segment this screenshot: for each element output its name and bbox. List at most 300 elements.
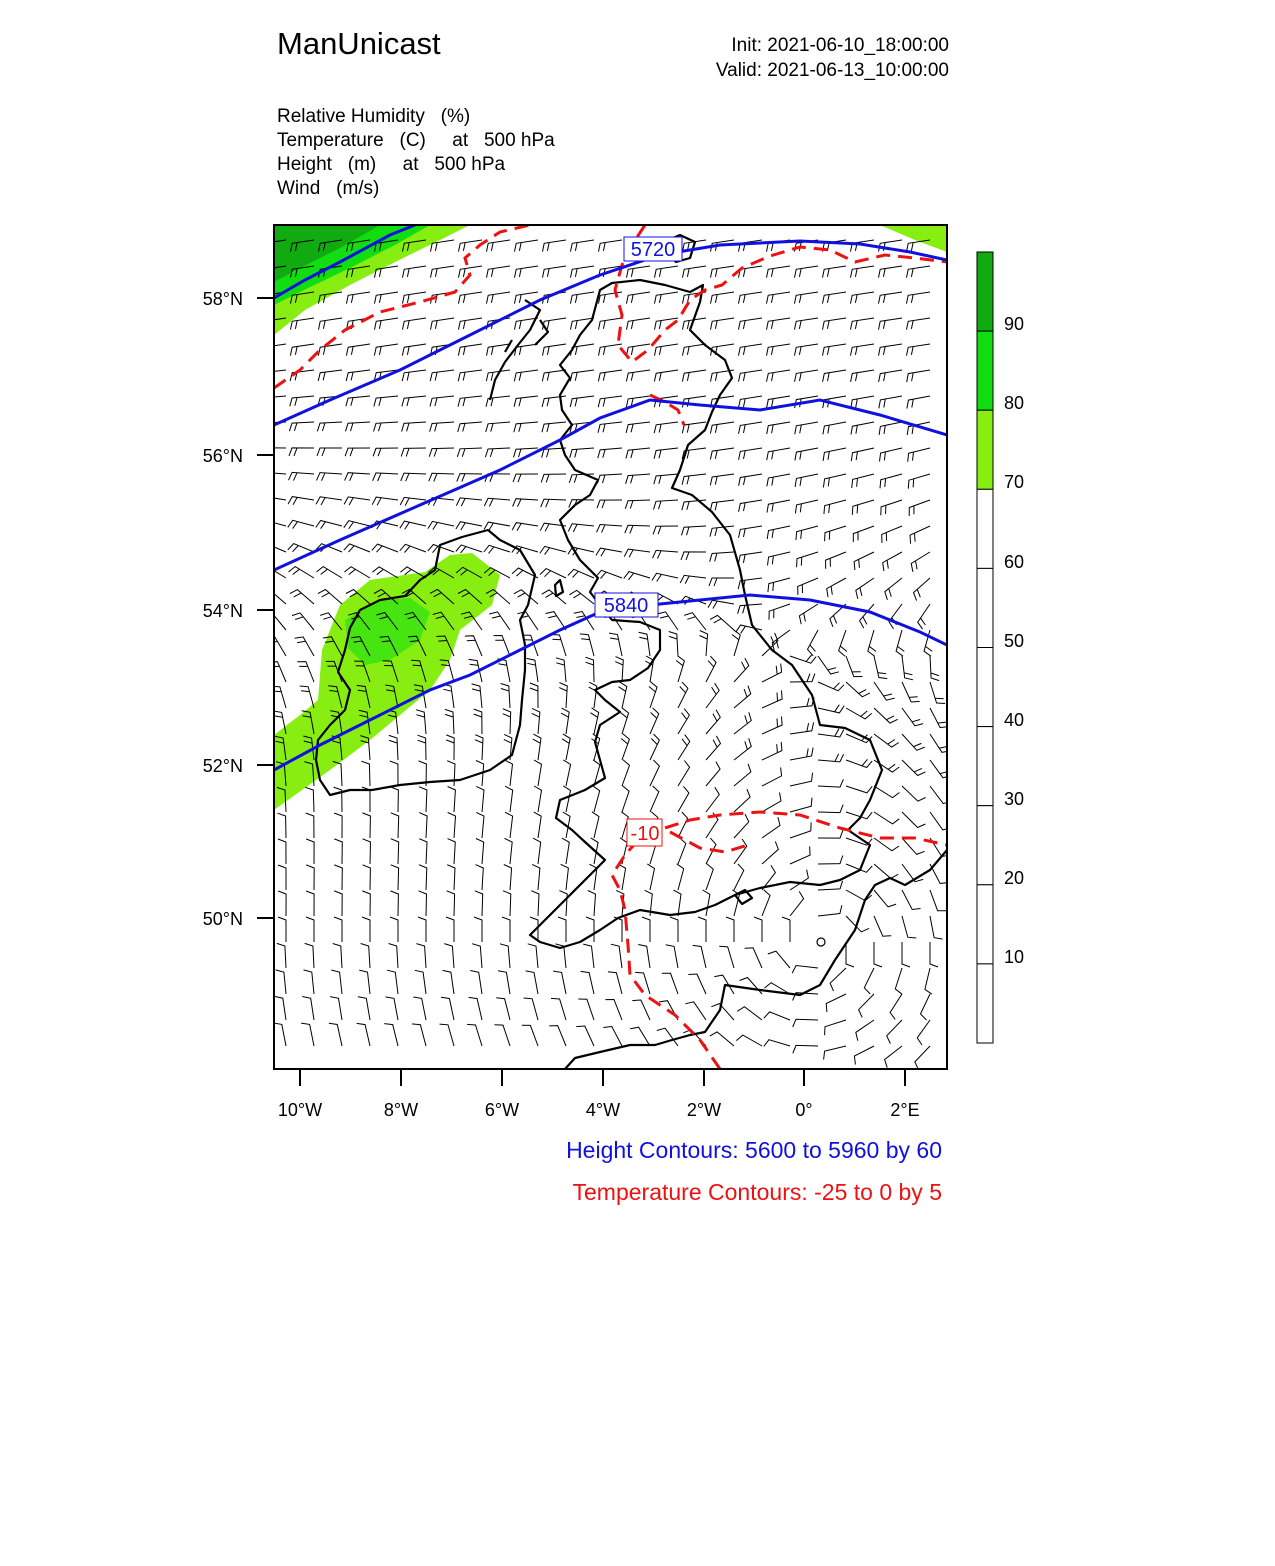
wind-barb — [676, 656, 684, 682]
wind-barb — [823, 344, 847, 356]
wind-barb — [768, 578, 790, 592]
wind-barb — [734, 814, 749, 838]
wind-barb — [827, 578, 846, 597]
wind-barb — [581, 971, 594, 994]
wind-barb — [736, 1035, 762, 1046]
chart-title: ManUnicast — [277, 26, 441, 61]
colorbar-label-50: 50 — [1004, 631, 1025, 651]
wind-barb — [764, 1012, 790, 1020]
wind-barb — [596, 570, 622, 578]
wind-barb — [677, 864, 684, 890]
wind-barb — [846, 942, 854, 967]
wind-barb — [458, 370, 482, 381]
height-label-5840: 5840 — [603, 595, 649, 617]
wind-barb — [593, 786, 600, 812]
wind-barb — [456, 545, 482, 553]
wind-barb — [823, 448, 846, 461]
wind-barb — [278, 813, 287, 838]
wind-barb — [362, 917, 370, 942]
wind-barb — [476, 839, 484, 865]
wind-barb — [911, 552, 930, 572]
wind-barb — [915, 1046, 930, 1070]
wind-barb — [334, 787, 342, 812]
wind-barb — [650, 708, 659, 734]
wind-barb — [708, 600, 734, 608]
wind-barb — [563, 760, 570, 786]
wind-barb — [305, 787, 314, 812]
colorbar-label-60: 60 — [1004, 552, 1025, 572]
wind-barb — [856, 578, 874, 599]
wind-barb — [710, 474, 734, 485]
init-time: Init: 2021-06-10_18:00:00 — [731, 35, 949, 56]
wind-barb — [615, 657, 623, 682]
wind-barb — [291, 318, 315, 330]
wind-barb — [909, 500, 930, 516]
wind-barb — [654, 422, 678, 433]
wind-barb — [431, 318, 455, 330]
wind-barb — [930, 656, 939, 681]
wind-barb — [768, 951, 790, 968]
wind-barb — [329, 1023, 342, 1046]
wind-barb — [290, 396, 314, 406]
wind-barb — [839, 630, 847, 656]
wind-barb — [430, 396, 454, 407]
wind-barb — [476, 812, 484, 838]
wind-barb — [304, 970, 315, 994]
wind-barb — [902, 890, 921, 910]
wind-barb — [429, 448, 454, 457]
wind-barb — [902, 838, 925, 854]
wind-barb — [647, 864, 654, 890]
wind-barb — [790, 722, 814, 734]
wind-barb — [767, 474, 790, 486]
wind-barb — [825, 526, 846, 541]
wind-barb — [737, 1007, 762, 1020]
wind-barb — [824, 1046, 846, 1060]
wind-barb — [795, 422, 818, 434]
wind-barb — [459, 292, 483, 304]
wind-barb — [588, 891, 596, 917]
wind-barb — [732, 630, 740, 656]
wind-barb — [504, 865, 512, 891]
wind-barb — [930, 708, 949, 728]
wind-barb — [512, 523, 538, 531]
wind-barb — [361, 944, 370, 969]
wind-barb — [470, 971, 482, 995]
wind-barb — [391, 787, 399, 812]
wind-barb — [624, 549, 650, 557]
wind-barb — [853, 526, 874, 542]
wind-barb — [767, 448, 790, 460]
wind-barb — [475, 891, 483, 916]
wind-barb — [767, 318, 791, 330]
wind-barb — [472, 944, 482, 968]
wind-barb — [851, 396, 874, 408]
lon-label-4w: 4°W — [585, 1100, 621, 1120]
wind-barb — [288, 520, 314, 528]
field-rh-label: Relative Humidity (%) — [277, 106, 471, 127]
wind-barb — [402, 344, 426, 356]
wind-barb — [657, 612, 678, 630]
wind-barb — [458, 396, 482, 407]
wind-barb — [530, 683, 538, 708]
wind-barb — [846, 759, 872, 767]
wind-barb — [372, 567, 398, 578]
wind-barb — [930, 760, 951, 778]
wind-barb — [260, 544, 286, 553]
wind-barb — [907, 318, 931, 330]
wind-barb — [431, 266, 455, 278]
wind-barb — [276, 970, 286, 994]
wind-barb — [681, 552, 706, 560]
wind-barb — [930, 916, 943, 939]
wind-barb — [598, 422, 622, 433]
wind-barb — [290, 344, 314, 356]
wind-barb — [706, 656, 716, 682]
lon-label-0: 0° — [795, 1100, 813, 1120]
wind-barb — [883, 552, 902, 571]
wind-barb — [851, 318, 875, 330]
wind-barb — [739, 526, 763, 538]
wind-barb — [494, 636, 511, 657]
wind-barb — [921, 994, 931, 1020]
wind-barb — [902, 708, 923, 726]
wind-barb — [330, 997, 342, 1020]
wind-barb — [374, 422, 399, 432]
wind-barb — [458, 422, 482, 432]
wind-barb — [790, 822, 811, 838]
wind-barb — [611, 944, 622, 968]
colorbar-box — [977, 727, 993, 806]
wind-barb — [852, 474, 874, 488]
coast-great-britain — [530, 280, 882, 948]
wind-barb — [486, 422, 510, 432]
wind-barb — [375, 292, 399, 304]
wind-barb — [413, 997, 426, 1020]
wind-barb — [624, 572, 650, 580]
wind-barb — [288, 544, 314, 552]
wind-barb — [363, 839, 371, 864]
wind-barb — [739, 318, 763, 330]
wind-barb — [289, 567, 315, 578]
wind-barb — [597, 500, 622, 508]
wind-barb — [289, 448, 314, 456]
wind-barb — [357, 1023, 370, 1046]
wind-barb — [684, 613, 706, 630]
wind-barb — [762, 742, 782, 760]
wind-barb — [874, 682, 895, 700]
wind-barb — [726, 917, 734, 942]
wind-barb — [710, 422, 734, 434]
lat-label-54n: 54°N — [202, 601, 243, 621]
wind-barb — [734, 789, 750, 812]
valid-time: Valid: 2021-06-13_10:00:00 — [715, 60, 949, 81]
wind-barb — [678, 709, 689, 735]
wind-barb — [790, 847, 810, 865]
wind-barb — [527, 658, 538, 682]
wind-barb — [346, 344, 370, 356]
wind-barb — [767, 422, 790, 434]
wind-barb — [318, 590, 342, 605]
wind-barb — [711, 266, 735, 278]
wind-barb — [790, 698, 814, 709]
wind-barb — [930, 786, 951, 804]
wind-barb — [719, 946, 734, 968]
wind-barb — [402, 370, 426, 381]
wind-barb — [317, 448, 342, 456]
colorbar-box — [977, 964, 993, 1043]
wind-barb — [790, 748, 813, 760]
wind-barb — [278, 839, 286, 864]
wind-barb — [592, 812, 599, 838]
wind-barb — [390, 891, 398, 916]
lat-label-52n: 52°N — [202, 756, 243, 776]
wind-barb — [363, 865, 371, 890]
wind-barb — [706, 787, 719, 812]
wind-barb — [374, 396, 398, 406]
wind-barb — [305, 943, 314, 968]
wind-barb — [868, 630, 876, 656]
wind-barb — [448, 787, 456, 813]
coast-hebrides — [490, 300, 548, 400]
wind-barb — [495, 1025, 511, 1046]
wind-barb — [390, 761, 398, 786]
wind-barb — [278, 891, 286, 916]
wind-barb — [386, 997, 398, 1020]
wind-barb — [416, 944, 426, 968]
wind-barb — [711, 292, 735, 304]
wind-barb — [465, 636, 482, 656]
wind-barb — [400, 521, 426, 529]
wind-barb — [793, 1019, 818, 1027]
wind-barb — [818, 779, 843, 787]
wind-barb — [874, 838, 899, 851]
wind-barb — [818, 682, 844, 691]
wind-barb — [626, 474, 650, 484]
wind-barb — [700, 631, 708, 657]
wind-barb — [318, 370, 342, 381]
wind-barb — [496, 998, 510, 1020]
wind-barb — [710, 615, 734, 630]
wind-barb — [795, 448, 818, 461]
wind-barb — [316, 497, 342, 505]
wind-barb — [734, 764, 751, 786]
wind-barb — [484, 545, 510, 553]
wind-barb — [698, 917, 706, 942]
wind-barb — [650, 760, 659, 786]
wind-barb — [907, 370, 930, 382]
wind-barb — [500, 944, 510, 968]
wind-barb — [818, 729, 844, 737]
wind-barb — [908, 448, 930, 462]
wind-barb — [622, 760, 630, 786]
wind-barb — [745, 948, 762, 968]
wind-barb — [597, 525, 623, 533]
wind-barb — [412, 1024, 426, 1046]
wind-barb — [561, 708, 569, 734]
wind-barb — [907, 344, 931, 356]
wind-barb — [710, 500, 734, 511]
wind-barb — [874, 890, 896, 907]
wind-barb — [798, 578, 818, 595]
wind-barb — [739, 474, 762, 486]
wind-barb — [589, 682, 597, 708]
wind-barb — [358, 997, 370, 1020]
wind-barb — [346, 396, 370, 406]
wind-barb — [908, 474, 930, 489]
wind-barb — [790, 870, 808, 890]
wind-barb — [446, 735, 454, 760]
wind-barb — [627, 344, 651, 356]
wind-barb — [846, 708, 872, 719]
wind-barb — [401, 473, 426, 481]
wind-barb — [767, 500, 790, 513]
wind-barb — [419, 891, 427, 916]
wind-barb — [782, 917, 790, 942]
wind-barb — [317, 567, 343, 578]
wind-barb — [907, 396, 930, 409]
wind-barb — [418, 735, 427, 760]
wind-barb — [531, 891, 539, 916]
wind-barb — [910, 526, 930, 544]
map-area — [260, 225, 952, 1070]
wind-barb — [711, 318, 735, 330]
wind-barb — [739, 370, 763, 382]
wind-barb — [902, 682, 920, 702]
rh-region-ireland — [274, 553, 500, 810]
wind-barb — [362, 813, 370, 838]
wind-barb — [823, 422, 846, 434]
wind-barb — [818, 705, 844, 713]
wind-barb — [318, 344, 342, 356]
wind-barb — [902, 916, 916, 938]
wind-barb — [762, 767, 782, 786]
coast-france — [565, 850, 947, 1069]
wind-barb — [678, 761, 690, 787]
wind-barb — [603, 1027, 622, 1047]
wind-barb — [448, 839, 456, 864]
wind-barb — [682, 370, 706, 382]
wind-barb — [627, 318, 651, 330]
wind-barb — [626, 422, 650, 433]
wind-barb — [384, 1024, 398, 1046]
wind-barb — [458, 344, 482, 356]
latitude-axis — [257, 298, 274, 918]
wind-barb — [402, 422, 426, 432]
wind-barb — [626, 448, 650, 459]
wind-barb — [902, 734, 925, 750]
wind-barb — [543, 266, 567, 278]
wind-barb — [534, 760, 542, 786]
wind-barb — [447, 865, 455, 890]
wind-barb — [851, 344, 875, 356]
wind-barb — [666, 945, 678, 968]
wind-barb — [599, 318, 623, 330]
wind-barb — [513, 474, 538, 482]
wind-barb — [703, 890, 710, 916]
wind-barb — [484, 498, 510, 506]
wind-barb — [711, 344, 735, 356]
wind-barb — [682, 526, 707, 535]
wind-barb — [375, 318, 399, 330]
wind-barb — [808, 630, 819, 656]
wind-barb — [793, 1045, 818, 1053]
wind-barb — [553, 971, 566, 994]
wind-barb — [447, 761, 455, 786]
wind-barb — [918, 604, 930, 629]
wind-barb — [266, 637, 286, 656]
wind-barb — [599, 344, 623, 356]
wind-barb — [333, 944, 342, 969]
wind-barb — [428, 521, 454, 529]
colorbar-box — [977, 252, 993, 331]
wind-barb — [762, 890, 770, 916]
wind-barb — [851, 370, 874, 382]
wind-barb — [626, 370, 650, 382]
wind-barb — [795, 344, 819, 356]
wind-barb — [653, 526, 678, 534]
wind-barb — [734, 686, 751, 708]
wind-barb — [688, 974, 706, 994]
wind-barb — [551, 635, 566, 657]
wind-barb — [851, 292, 875, 304]
wind-barb — [655, 344, 679, 356]
wind-barb — [734, 864, 744, 890]
wind-barb — [685, 1002, 706, 1020]
wind-barb — [874, 812, 899, 824]
wind-barb — [879, 266, 903, 278]
rh-colorbar — [977, 252, 993, 1043]
wind-barb — [543, 240, 567, 252]
wind-barb — [300, 686, 314, 708]
wind-barb — [879, 292, 903, 304]
wind-barb — [503, 891, 511, 916]
colorbar-box — [977, 568, 993, 647]
wind-barb — [851, 266, 875, 278]
wind-barb — [334, 891, 342, 916]
lon-label-6w: 6°W — [484, 1100, 520, 1120]
wind-barb — [568, 524, 594, 532]
colorbar-box — [977, 489, 993, 568]
wind-barb — [818, 805, 843, 813]
wind-barb — [734, 839, 747, 864]
colorbar-label-10: 10 — [1004, 947, 1025, 967]
wind-barb — [762, 664, 782, 682]
colorbar-label-40: 40 — [1004, 710, 1025, 730]
wind-barb — [487, 266, 511, 278]
wind-barb — [790, 798, 812, 812]
wind-barb — [534, 812, 541, 838]
wind-barb — [622, 786, 629, 812]
wind-barb — [419, 865, 427, 890]
wind-barb — [880, 474, 902, 488]
wind-barb — [534, 786, 541, 812]
wind-barb — [762, 717, 782, 735]
wind-barb — [609, 633, 622, 656]
wind-barb — [709, 578, 734, 586]
wind-barb — [334, 865, 342, 890]
wind-barb — [429, 473, 454, 481]
wind-barb — [740, 978, 763, 995]
wind-barb — [678, 786, 689, 812]
wind-barb — [501, 684, 510, 709]
wind-barb — [767, 266, 791, 278]
wind-barb — [387, 970, 398, 994]
wind-barb — [642, 917, 650, 942]
colorbar-label-20: 20 — [1004, 868, 1025, 888]
wind-barb — [739, 344, 763, 356]
wind-barb — [419, 813, 427, 838]
